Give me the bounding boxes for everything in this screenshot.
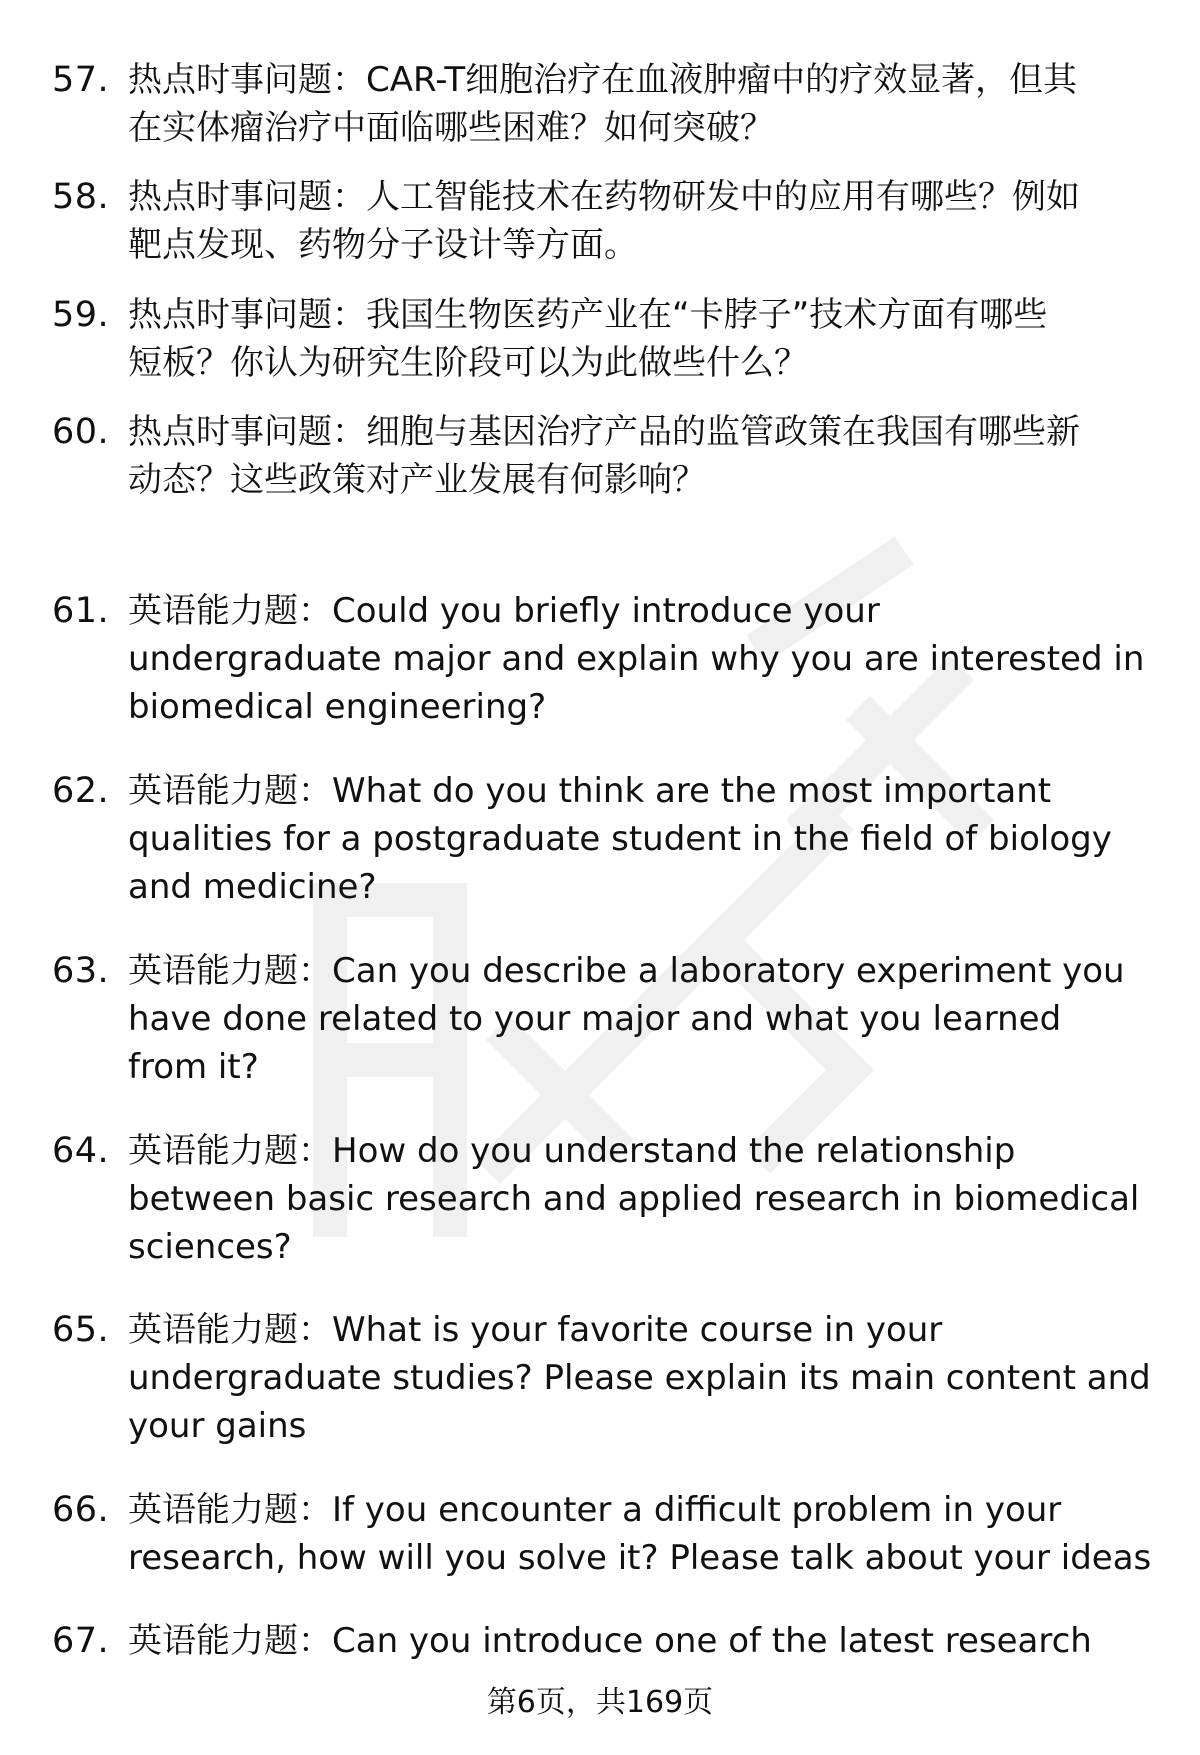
question-line: 热点时事问题：细胞与基因治疗产品的监管政策在我国有哪些新: [128, 412, 1080, 452]
question-line: undergraduate studies? Please explain its main content and: [128, 1358, 1151, 1398]
question-line: research, how will you solve it? Please talk about your ideas: [128, 1538, 1152, 1578]
question-line: 热点时事问题：人工智能技术在药物研发中的应用有哪些？例如: [128, 177, 1080, 217]
question-line: 靶点发现、药物分子设计等方面。: [128, 225, 638, 265]
question-line: 英语能力题：What is your favorite course in your: [128, 1310, 943, 1350]
question-line: sciences?: [128, 1227, 292, 1267]
question-text: [128, 56, 1158, 152]
question-text: [128, 408, 1158, 504]
question-line: and medicine?: [128, 867, 377, 907]
question-text: [128, 767, 1158, 911]
question-line: 热点时事问题：我国生物医药产业在“卡脖子”技术方面有哪些: [128, 295, 1048, 335]
question-number: 67.: [52, 1621, 110, 1661]
question-line: 英语能力题：Can you introduce one of the latest research: [128, 1621, 1092, 1661]
question-text: [128, 1486, 1158, 1582]
question-number: 61.: [52, 591, 110, 631]
page-number-label: 第6页，共169页: [486, 1685, 714, 1720]
question-line: 动态？这些政策对产业发展有何影响？: [128, 460, 706, 500]
question-text: [128, 1306, 1158, 1450]
question-line: 英语能力题：How do you understand the relationship: [128, 1131, 1016, 1171]
question-number: 60.: [52, 412, 110, 452]
question-line: qualities for a postgraduate student in the field of biology: [128, 819, 1112, 859]
question-number: 57.: [52, 60, 110, 100]
question-text: [128, 1127, 1158, 1271]
question-line: 短板？你认为研究生阶段可以为此做些什么？: [128, 343, 808, 383]
question-number: 64.: [52, 1131, 110, 1171]
question-line: 在实体瘤治疗中面临哪些困难？如何突破？: [128, 108, 774, 148]
page-footer: [0, 1683, 1200, 1723]
question-line: from it?: [128, 1047, 259, 1087]
question-number: 58.: [52, 177, 110, 217]
question-line: 英语能力题：What do you think are the most important: [128, 771, 1052, 811]
question-line: biomedical engineering?: [128, 687, 547, 727]
question-text: [128, 587, 1158, 731]
question-text: [128, 947, 1158, 1091]
question-number: 59.: [52, 295, 110, 335]
question-line: undergraduate major and explain why you are interested in: [128, 639, 1145, 679]
question-number: 66.: [52, 1490, 110, 1530]
question-text: [128, 173, 1158, 269]
question-number: 65.: [52, 1310, 110, 1350]
question-line: your gains: [128, 1406, 307, 1446]
question-line: between basic research and applied research in biomedical: [128, 1179, 1140, 1219]
question-number: 63.: [52, 951, 110, 991]
question-text: [128, 1617, 1158, 1665]
question-line: 英语能力题：Could you briefly introduce your: [128, 591, 880, 631]
question-line: have done related to your major and what you learned: [128, 999, 1062, 1039]
question-line: 热点时事问题：CAR-T细胞治疗在血液肿瘤中的疗效显著，但其: [128, 60, 1078, 100]
question-line: 英语能力题：If you encounter a difficult problem in your: [128, 1490, 1062, 1530]
question-text: [128, 291, 1158, 387]
question-line: 英语能力题：Can you describe a laboratory experiment you: [128, 951, 1125, 991]
question-number: 62.: [52, 771, 110, 811]
